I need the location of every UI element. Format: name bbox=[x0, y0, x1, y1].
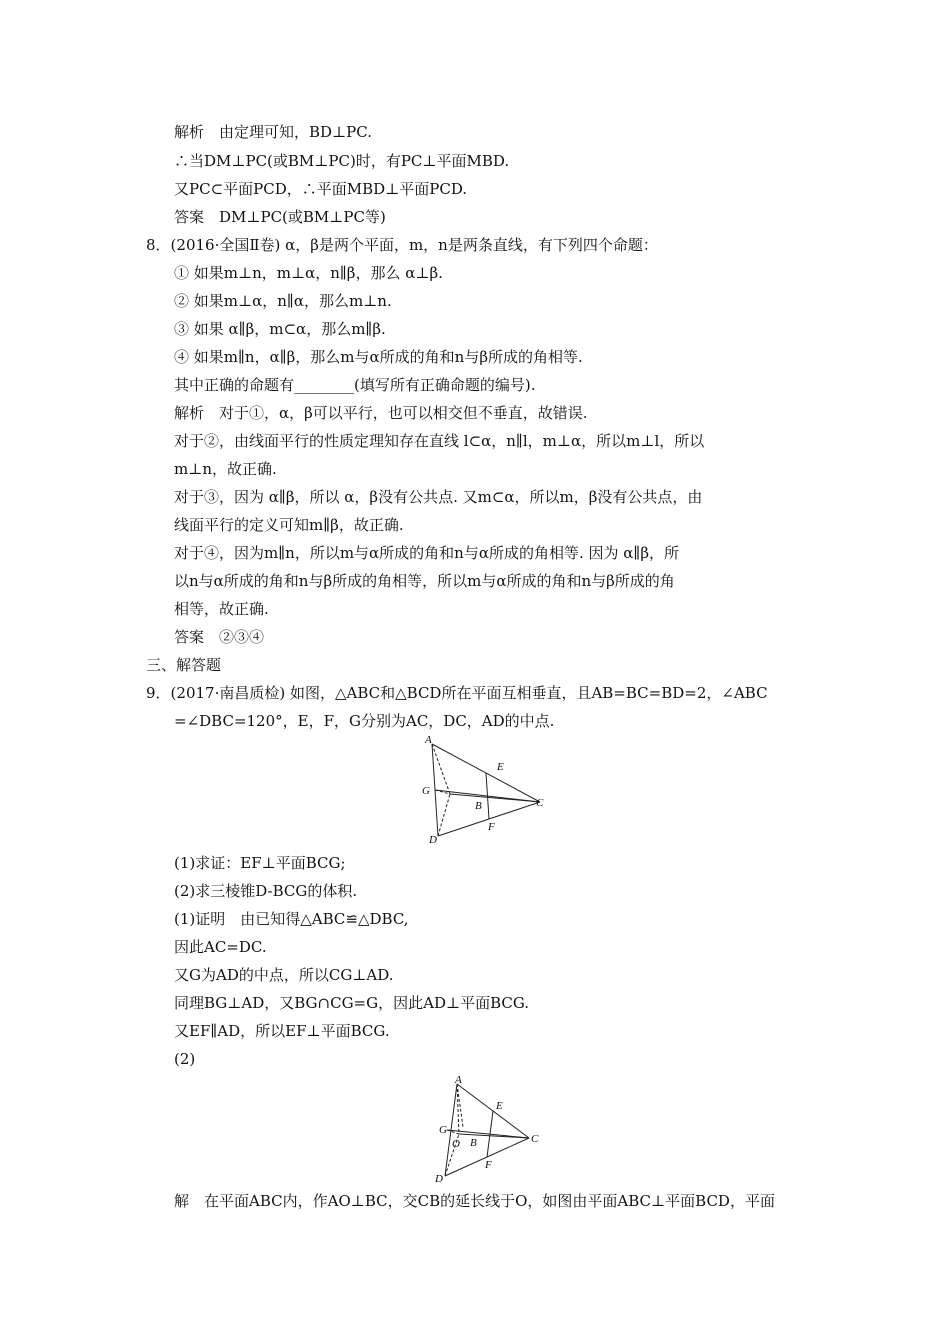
text-line: 对于③，因为 α∥β，所以 α，β没有公共点. 又m⊂α，所以m，β没有公共点，由 bbox=[174, 488, 703, 506]
label-g: G bbox=[439, 1124, 447, 1136]
text-line: 同理BG⊥AD，又BG∩CG=G，因此AD⊥平面BCG. bbox=[174, 994, 530, 1012]
label-d: D bbox=[429, 834, 437, 846]
label-f: F bbox=[488, 821, 495, 833]
text-line: 解 在平面ABC内，作AO⊥BC，交CB的延长线于O，如图由平面ABC⊥平面BCD，平面 bbox=[174, 1192, 775, 1210]
question-8-stem: 8．(2016·全国Ⅱ卷) α，β是两个平面，m，n是两条直线，有下列四个命题： bbox=[146, 236, 658, 254]
label-g: G bbox=[422, 785, 430, 797]
text-line: 又PC⊂平面PCD，∴平面MBD⊥平面PCD. bbox=[174, 180, 468, 198]
text-line: 因此AC=DC. bbox=[174, 938, 267, 956]
text-line: 又G为AD的中点，所以CG⊥AD. bbox=[174, 966, 394, 984]
text-line: (1)求证：EF⊥平面BCG; bbox=[174, 854, 346, 872]
text-line: m⊥n，故正确. bbox=[174, 460, 277, 478]
label-a: A bbox=[455, 1074, 462, 1086]
label-o: O bbox=[452, 1138, 460, 1150]
label-c: C bbox=[536, 797, 544, 809]
label-d: D bbox=[435, 1173, 443, 1185]
label-a: A bbox=[425, 734, 432, 746]
label-e: E bbox=[497, 761, 504, 773]
geometry-figure-1 bbox=[420, 732, 560, 847]
label-e: E bbox=[496, 1100, 503, 1112]
question-9-stem: 9．(2017·南昌质检) 如图，△ABC和△BCD所在平面互相垂直，且AB=BC=BD=2，∠ABC bbox=[146, 684, 768, 702]
text-line: ∴当DM⊥PC(或BM⊥PC)时，有PC⊥平面MBD. bbox=[174, 152, 510, 170]
text-line: 相等，故正确. bbox=[174, 600, 269, 618]
text-line: 解析 由定理可知，BD⊥PC. bbox=[174, 123, 372, 141]
text-line: (2)求三棱锥D-BCG的体积. bbox=[174, 882, 358, 900]
label-b: B bbox=[475, 800, 482, 812]
text-line: (1)证明 由已知得△ABC≌△DBC, bbox=[174, 910, 409, 928]
geometry-figure-2 bbox=[425, 1072, 565, 1187]
text-line: 解析 对于①，α，β可以平行，也可以相交但不垂直，故错误. bbox=[174, 404, 588, 422]
text-line: 以n与α所成的角和n与β所成的角相等，所以m与α所成的角和n与β所成的角 bbox=[174, 572, 675, 590]
section-heading: 三、解答题 bbox=[146, 656, 222, 674]
text-line: 又EF∥AD，所以EF⊥平面BCG. bbox=[174, 1022, 390, 1040]
text-line: 其中正确的命题有________(填写所有正确命题的编号). bbox=[174, 376, 536, 394]
label-b: B bbox=[470, 1137, 477, 1149]
text-line: (2) bbox=[174, 1050, 196, 1068]
label-c: C bbox=[531, 1133, 539, 1145]
proposition-3: ③ 如果 α∥β，m⊂α，那么m∥β. bbox=[174, 320, 386, 338]
text-line: 线面平行的定义可知m∥β，故正确. bbox=[174, 516, 404, 534]
text-line: 答案 DM⊥PC(或BM⊥PC等) bbox=[174, 208, 386, 226]
text-line: =∠DBC=120°，E，F，G分别为AC，DC，AD的中点. bbox=[174, 712, 555, 730]
label-f: F bbox=[485, 1159, 492, 1171]
text-line: 答案 ②③④ bbox=[174, 628, 265, 646]
text-line: 对于④，因为m∥n，所以m与α所成的角和n与α所成的角相等. 因为 α∥β，所 bbox=[174, 544, 679, 562]
text-line: 对于②，由线面平行的性质定理知存在直线 l⊂α，n∥l，m⊥α，所以m⊥l，所以 bbox=[174, 432, 705, 450]
proposition-2: ② 如果m⊥α，n∥α，那么m⊥n. bbox=[174, 292, 392, 310]
proposition-1: ① 如果m⊥n，m⊥α，n∥β，那么 α⊥β. bbox=[174, 264, 443, 282]
proposition-4: ④ 如果m∥n，α∥β，那么m与α所成的角和n与β所成的角相等. bbox=[174, 348, 583, 366]
